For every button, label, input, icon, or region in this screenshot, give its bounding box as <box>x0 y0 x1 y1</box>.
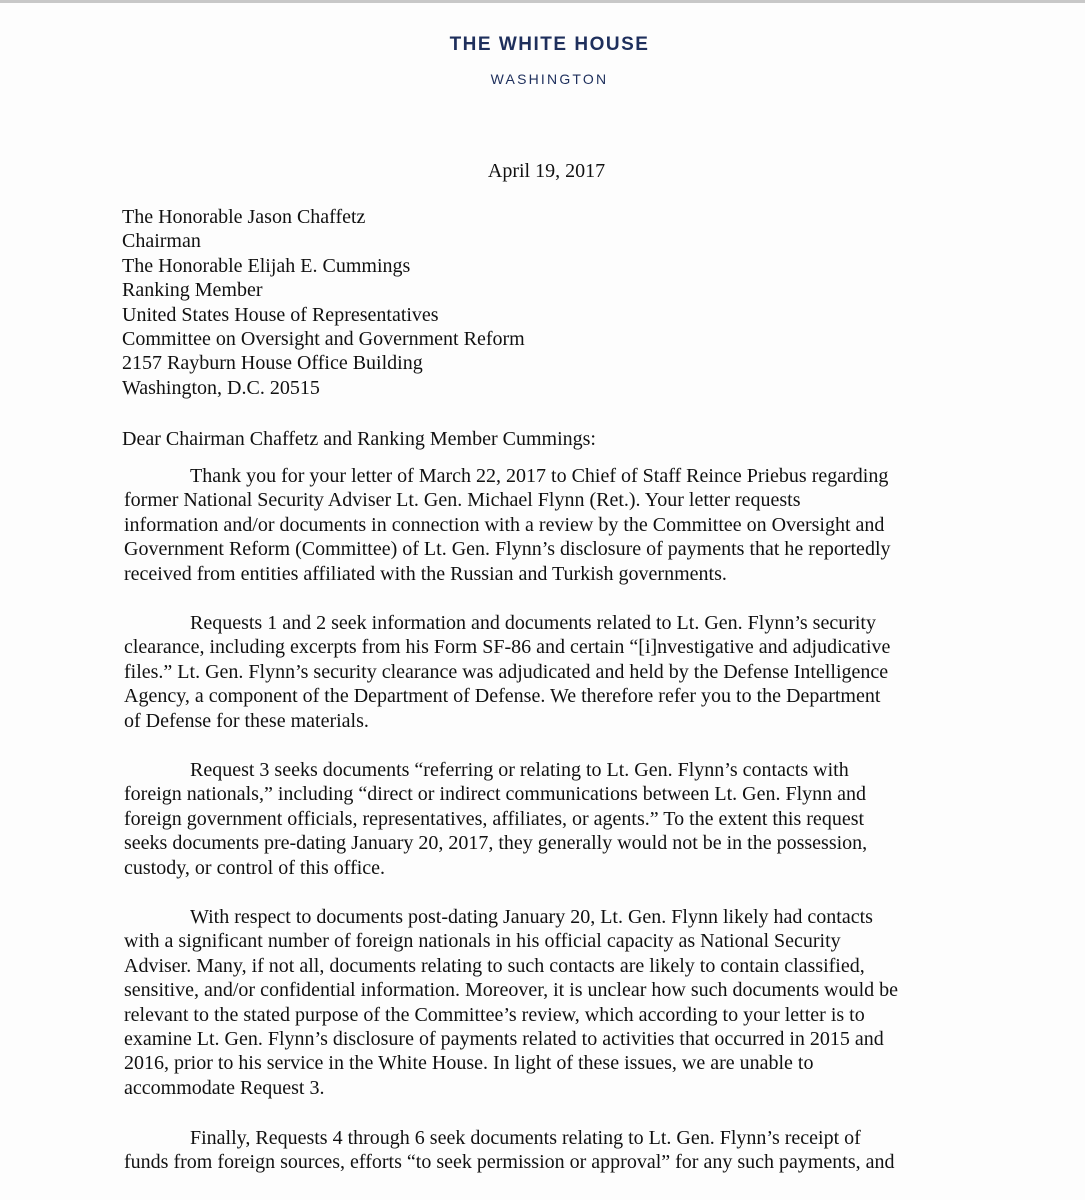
paragraph-line: funds from foreign sources, efforts “to seek permission or approval” for any such payments, and <box>124 1151 895 1174</box>
paragraph-line: sensitive, and/or confidential information. Moreover, it is unclear how such documents would be <box>124 979 899 1002</box>
paragraph-line: examine Lt. Gen. Flynn’s disclosure of payments related to activities that occurred in 2015 and <box>124 1028 884 1051</box>
paragraph-line: Thank you for your letter of March 22, 2017 to Chief of Staff Reince Priebus regarding <box>190 465 889 487</box>
paragraph-line: Agency, a component of the Department of Defense. We therefore refer you to the Department <box>124 685 881 708</box>
address-line: Committee on Oversight and Government Reform <box>122 328 525 351</box>
paragraph-line: Adviser. Many, if not all, documents relating to such contacts are likely to contain classified, <box>124 954 865 977</box>
paragraph-line: Requests 1 and 2 seek information and documents related to Lt. Gen. Flynn’s security <box>190 612 876 634</box>
top-edge-divider <box>0 0 1085 3</box>
paragraph-line: Finally, Requests 4 through 6 seek documents relating to Lt. Gen. Flynn’s receipt of <box>190 1127 861 1149</box>
address-line: Ranking Member <box>122 279 263 302</box>
paragraph-line: With respect to documents post-dating January 20, Lt. Gen. Flynn likely had contacts <box>190 906 873 928</box>
address-line: The Honorable Jason Chaffetz <box>122 206 366 228</box>
letterhead-subtitle: WASHINGTON <box>490 71 609 87</box>
paragraph-line: Request 3 seeks documents “referring or relating to Lt. Gen. Flynn’s contacts with <box>190 759 849 781</box>
address-line: Washington, D.C. 20515 <box>122 376 320 399</box>
letterhead-title: THE WHITE HOUSE <box>449 34 650 55</box>
letter-date: April 19, 2017 <box>487 160 606 182</box>
recipient-address-block <box>122 205 525 400</box>
paragraph-4 <box>124 905 959 1100</box>
address-line: The Honorable Elijah E. Cummings <box>122 254 411 277</box>
paragraph-line: relevant to the stated purpose of the Committee’s review, which according to your letter is to <box>124 1003 865 1026</box>
paragraph-line: foreign nationals,” including “direct or indirect communications between Lt. Gen. Flynn and <box>124 783 867 806</box>
address-line: Chairman <box>122 230 201 253</box>
paragraph-line: information and/or documents in connection with a review by the Committee on Oversight and <box>124 513 885 536</box>
paragraph-line: seeks documents pre-dating January 20, 2017, they generally would not be in the possession, <box>124 832 868 855</box>
paragraph-line: custody, or control of this office. <box>124 856 386 879</box>
paragraph-line: of Defense for these materials. <box>124 709 369 732</box>
paragraph-line: former National Security Adviser Lt. Gen. Michael Flynn (Ret.). Your letter requests <box>124 489 801 512</box>
paragraph-line: 2016, prior to his service in the White House. In light of these issues, we are unable to <box>124 1052 814 1075</box>
paragraph-line: foreign government officials, representatives, affiliates, or agents.” To the extent this request <box>124 807 865 830</box>
paragraph-5 <box>124 1126 959 1175</box>
address-line: 2157 Rayburn House Office Building <box>122 352 423 375</box>
paragraph-1 <box>124 464 959 586</box>
paragraph-line: with a significant number of foreign nationals in his official capacity as National Security <box>124 930 841 953</box>
address-line: United States House of Representatives <box>122 303 439 326</box>
paragraph-2 <box>124 611 959 733</box>
paragraph-line: clearance, including excerpts from his Form SF-86 and certain “[i]nvestigative and adjudicative <box>124 636 891 659</box>
paragraph-line: accommodate Request 3. <box>124 1076 325 1099</box>
paragraph-line: files.” Lt. Gen. Flynn’s security clearance was adjudicated and held by the Defense Intelligence <box>124 660 889 683</box>
paragraph-line: Government Reform (Committee) of Lt. Gen. Flynn’s disclosure of payments that he reportedly <box>124 538 891 561</box>
salutation: Dear Chairman Chaffetz and Ranking Member Cummings: <box>122 428 596 450</box>
paragraph-3 <box>124 758 959 880</box>
paragraph-line: received from entities affiliated with the Russian and Turkish governments. <box>124 562 727 585</box>
